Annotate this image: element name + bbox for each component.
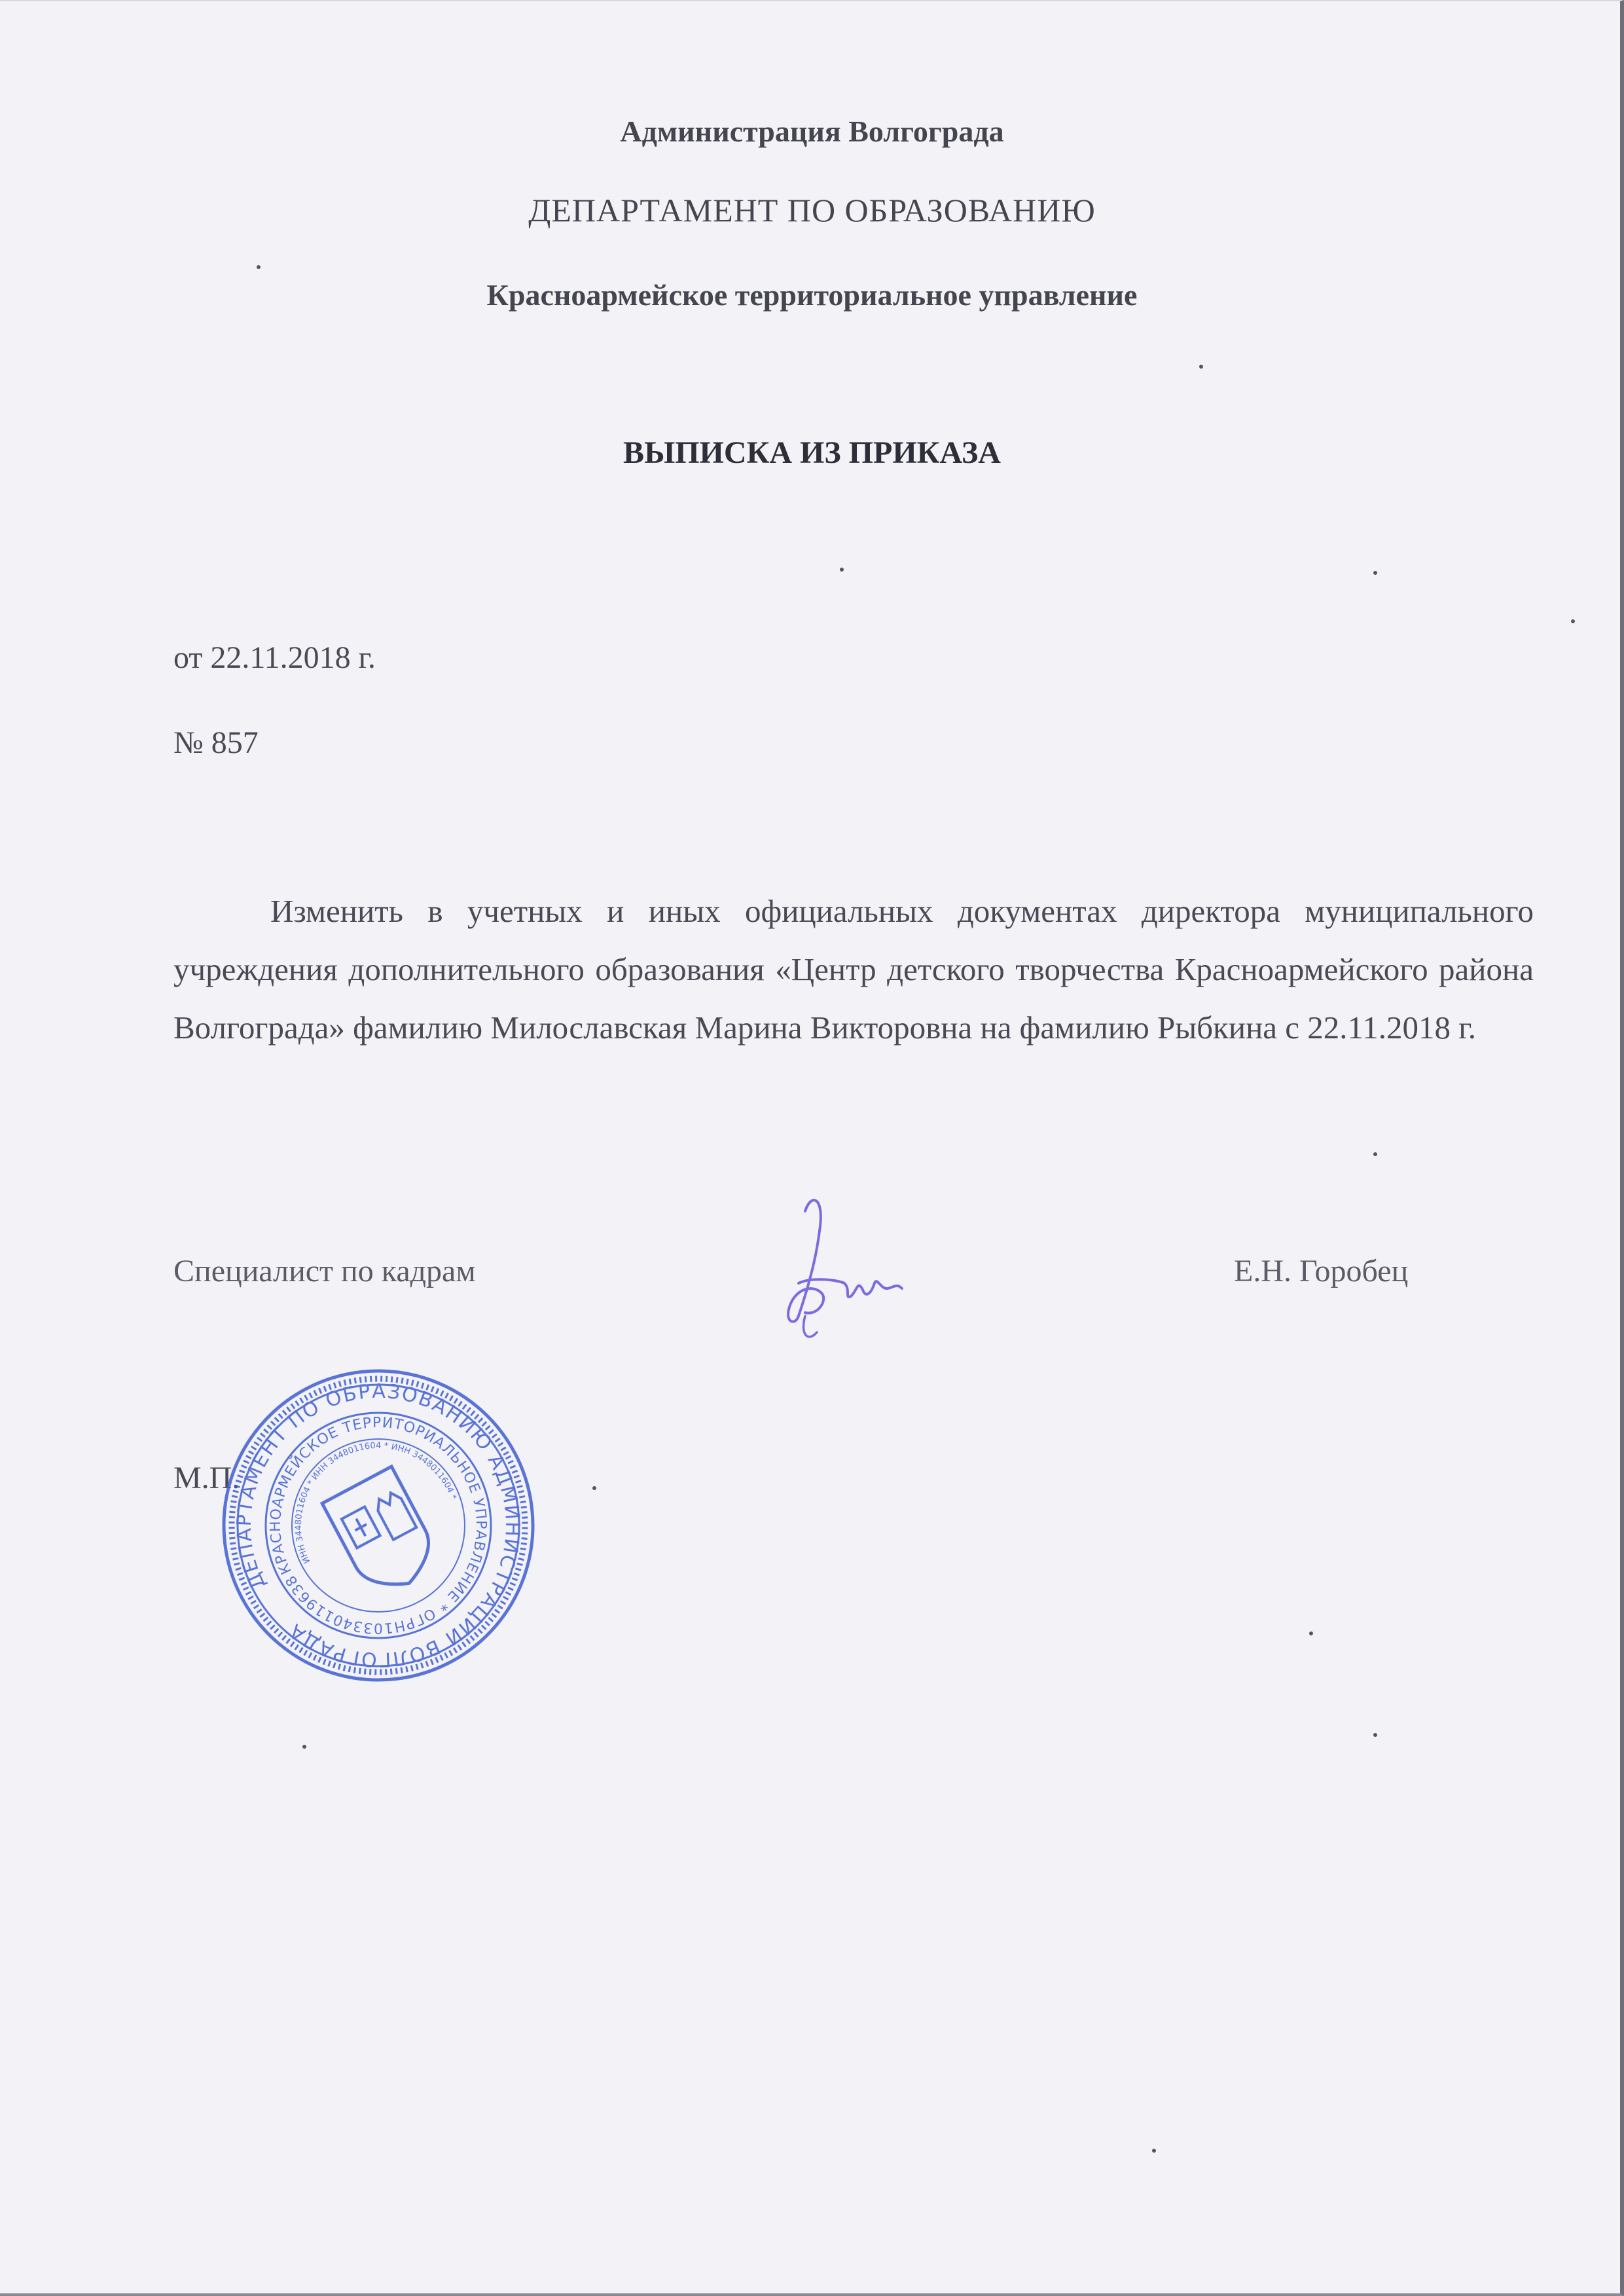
scan-speck	[1373, 1152, 1377, 1156]
signer-name: Е.Н. Горобец	[1234, 1254, 1409, 1288]
scan-speck	[302, 1745, 306, 1749]
document-number: № 857	[173, 725, 259, 760]
scan-speck	[257, 265, 261, 269]
header-administration: Администрация Волгограда	[620, 115, 1004, 148]
scan-speck	[1199, 365, 1203, 369]
scan-speck	[1571, 619, 1575, 623]
handwritten-signature	[759, 1185, 916, 1349]
scan-speck	[1373, 571, 1377, 575]
scan-speck	[592, 1486, 596, 1490]
svg-text:ДЕПАРТАМЕНТ ПО ОБРАЗОВАНИЮ АДМ: ДЕПАРТАМЕНТ ПО ОБРАЗОВАНИЮ АДМИНИСТРАЦИИ ВОЛГОГРАДА	[232, 1379, 524, 1671]
signer-role: Специалист по кадрам	[173, 1254, 476, 1288]
seal-mark-label: М.П.	[173, 1461, 240, 1495]
document-date: от 22.11.2018 г.	[173, 640, 376, 675]
document-title: ВЫПИСКА ИЗ ПРИКАЗА	[623, 435, 1001, 470]
scan-speck	[840, 568, 844, 572]
scan-speck	[1309, 1631, 1313, 1635]
header-department: ДЕПАРТАМЕНТ ПО ОБРАЗОВАНИЮ	[528, 192, 1096, 228]
svg-text:ИНН 3448011604 * ИНН 344801160: ИНН 3448011604 * ИНН 3448011604 * ИНН 3448011604 *	[293, 1440, 458, 1565]
official-seal-stamp	[215, 1362, 542, 1689]
order-body-text: Изменить в учетных и иных официальных документах директора муниципального учреждения дополнительного образования «Центр детского творчества Красноармейского района Волгограда» фамилию Милославская Марина Викторовна на фамилию Рыбкина с 22.11.2018 г.	[173, 893, 1534, 1046]
header-unit: Красноармейское территориальное управление	[486, 278, 1138, 312]
scan-speck	[1373, 1733, 1377, 1737]
svg-text:КРАСНОАРМЕЙСКОЕ ТЕРРИТОРИАЛЬНО: КРАСНОАРМЕЙСКОЕ ТЕРРИТОРИАЛЬНОЕ УПРАВЛЕНИЕ * ОГРН1033401196388	[267, 1414, 490, 1637]
scan-speck	[1152, 2149, 1156, 2153]
